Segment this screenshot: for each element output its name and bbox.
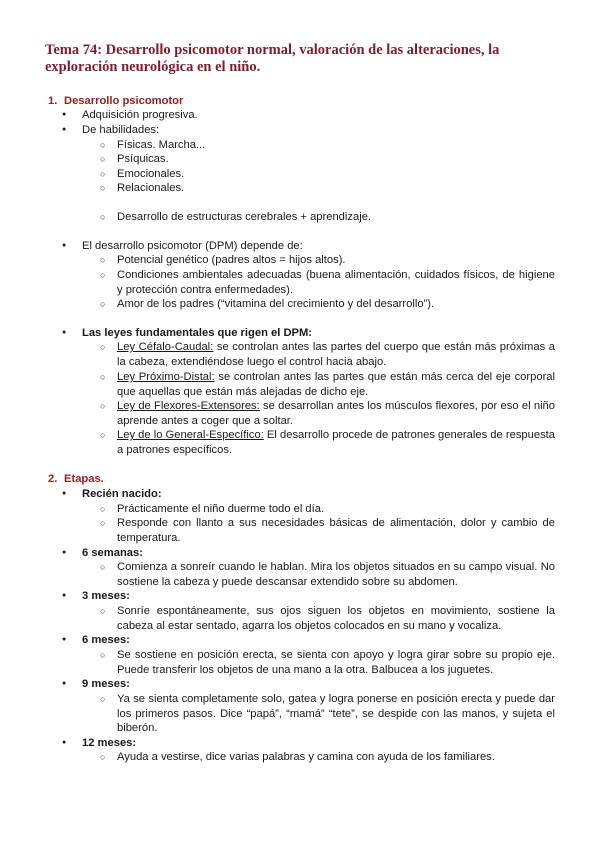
section-title: Etapas. [64,473,104,485]
stage-label: ● Recién nacido: [82,487,162,502]
law-text: se controlan antes las partes del cuerpo que están más próximas a la cabeza, extendiéndose luego el control hacia abajo. [117,341,555,368]
sub-list-item: ○ Psíquicas. [117,152,555,167]
stage-item: ○ Ya se sienta completamente solo, gatea y logra ponerse en posición erecta y puede dar los primeros pasos. Dice “papá”, “mamá” “tete”, se despide con las manos, y sujeta el biberón. [117,692,555,736]
stage-item: ○ Comienza a sonreír cuando le hablan. Mira los objetos situados en su campo visual. No sostiene la cabeza y puede descansar extendido sobre su abdomen. [117,560,555,589]
law-text: El desarrollo procede de patrones generales de respuesta a patrones específicos. [117,429,555,456]
stage-label: ● 12 meses: [82,736,136,751]
list-item: ● Adquisición progresiva. [82,108,198,123]
law-item [117,370,555,399]
sub-list-item: ○ Emocionales. [117,167,555,182]
sub-list-item: ○ Potencial genético (padres altos = hijos altos). [117,253,555,268]
stage-label: ● 6 semanas: [82,546,143,561]
law-name: Ley Próximo-Distal: [117,371,215,383]
section-heading-1 [48,95,183,107]
document-title [45,42,555,76]
law-text: se desarrollan antes los músculos flexores, por eso el niño aprende antes a coger que a soltar. [117,400,555,427]
stage-item: ○ Ayuda a vestirse, dice varias palabras y camina con ayuda de los familiares. [117,750,555,765]
list-item: ● De habilidades: [82,123,159,138]
stage-item: ○ Sonríe espontáneamente, sus ojos siguen los objetos en movimiento, sostiene la cabeza al estar sentado, agarra los objetos colocados en su mano y vocaliza. [117,604,555,633]
stage-item: ○ Prácticamente el niño duerme todo el día. [117,502,555,517]
law-name: Ley Céfalo-Caudal: [117,341,214,353]
law-text: se controlan antes las partes que están más cerca del eje corporal que aquellas que están más alejadas de dicho eje. [117,371,556,398]
law-item [117,340,555,369]
title-line-2: exploración neurológica en el niño. [45,59,261,75]
law-name: Ley de lo General-Específico: [117,429,264,441]
stage-label: ● 6 meses: [82,633,130,648]
sub-list-item: ○ Físicas. Marcha... [117,138,555,153]
law-item [117,428,555,457]
section-number: 2. [48,473,58,485]
law-name: Ley de Flexores-Extensores: [117,400,260,412]
stage-label: ● 9 meses: [82,677,130,692]
section-heading-2 [48,473,104,485]
stage-item: ○ Responde con llanto a sus necesidades básicas de alimentación, dolor y cambio de temperatura. [117,516,555,545]
sub-list-item: ○ Relacionales. [117,181,555,196]
sub-list-item: ○ Desarrollo de estructuras cerebrales + aprendizaje. [117,210,555,225]
stage-label: ● 3 meses: [82,589,130,604]
list-item-bold: ● Las leyes fundamentales que rigen el DPM: [82,326,312,341]
sub-list-item: ○ Amor de los padres (“vitamina del crecimiento y del desarrollo”). [117,297,555,312]
section-title: Desarrollo psicomotor [64,95,184,107]
sub-list-item: ○ Condiciones ambientales adecuadas (buena alimentación, cuidados físicos, de higiene y protección contra enfermedades). [117,268,555,297]
section-number: 1. [48,95,58,107]
law-item [117,399,555,428]
stage-item: ○ Se sostiene en posición erecta, se sienta con apoyo y logra girar sobre su propio eje. Puede transferir los objetos de una mano a la otra. Balbucea a los juguetes. [117,648,555,677]
list-item: ● El desarrollo psicomotor (DPM) depende de: [82,239,303,254]
title-line-1: Tema 74: Desarrollo psicomotor normal, valoración de las alteraciones, la [45,42,500,58]
